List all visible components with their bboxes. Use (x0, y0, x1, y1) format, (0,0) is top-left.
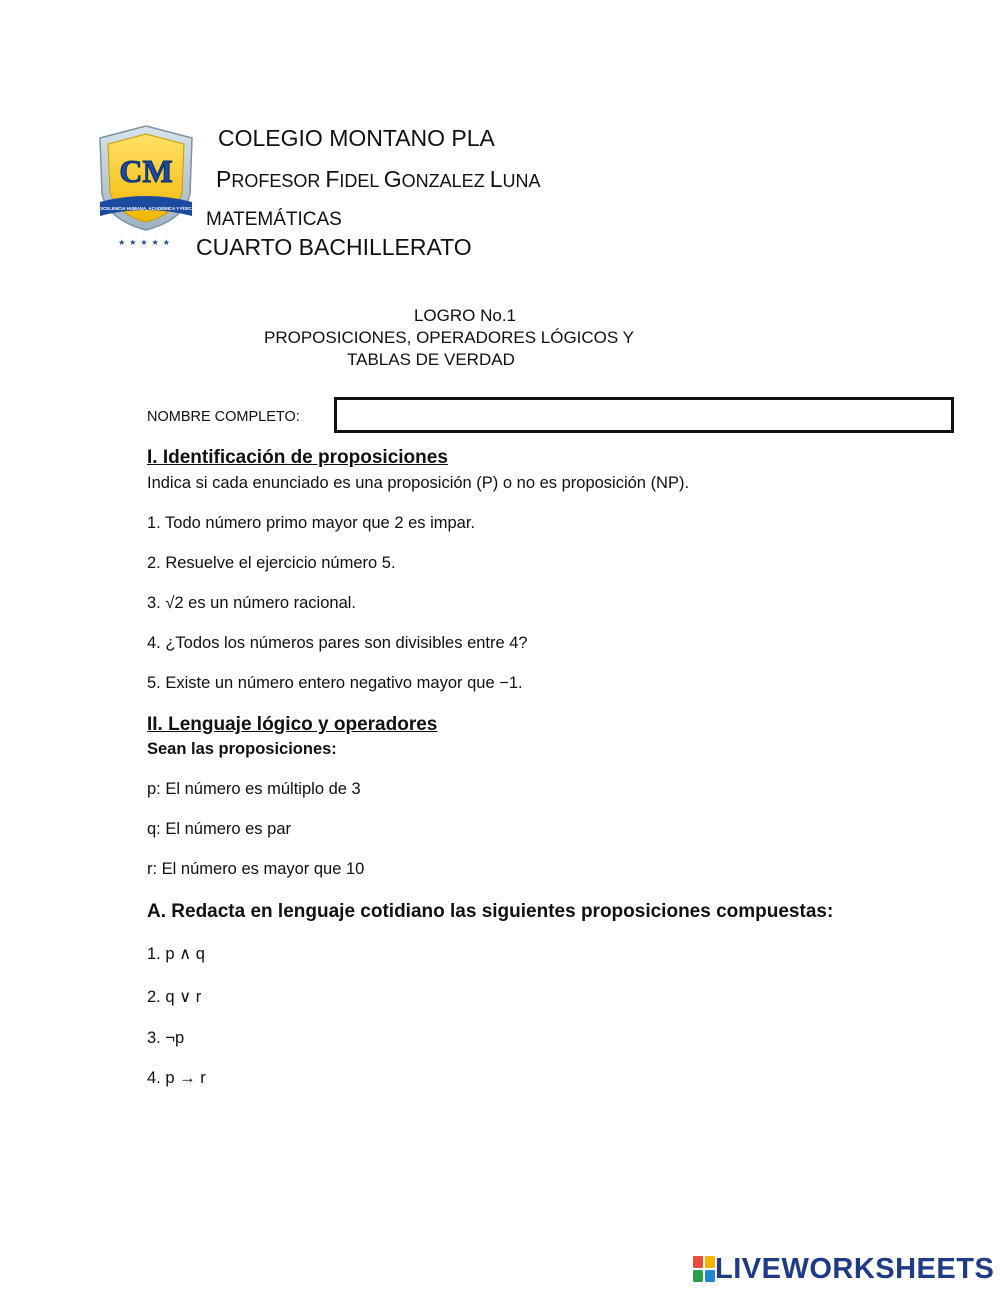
achievement-title: LOGRO No.1 (413, 306, 517, 325)
proposition-item-4: 4. ¿Todos los números pares son divisibles entre 4? (147, 634, 528, 652)
proposition-r: r: El número es mayor que 10 (147, 860, 365, 878)
compound-item-4: 4. p → r (147, 1069, 206, 1087)
school-name: COLEGIO MONTANO PLA (218, 125, 495, 151)
logo-stars: ★★★★★ (118, 238, 174, 247)
proposition-item-2: 2. Resuelve el ejercicio número 5. (147, 554, 396, 572)
full-name-label: NOMBRE COMPLETO: (147, 409, 300, 425)
part-a-title: A. Redacta en lenguaje cotidiano las siguientes proposiciones compuestas: (147, 901, 834, 922)
brand-block-1 (693, 1256, 703, 1268)
logo-monogram: CM (119, 153, 173, 189)
liveworksheets-blocks-icon (693, 1256, 715, 1282)
topic-title-line2: TABLAS DE VERDAD (347, 350, 515, 369)
logo-ribbon-text: EXCELENCIA HUMANA, ACADÉMICA Y FÍSICA (97, 206, 195, 211)
full-name-input[interactable] (334, 397, 954, 433)
topic-title-line1: PROPOSICIONES, OPERADORES LÓGICOS Y (264, 328, 634, 347)
compound-item-1: 1. p ∧ q (147, 945, 205, 963)
compound-item-3: 3. ¬p (147, 1029, 185, 1047)
section-1-title: I. Identificación de proposiciones (147, 447, 448, 468)
proposition-p: p: El número es múltiplo de 3 (147, 780, 361, 798)
brand-block-2 (705, 1256, 715, 1268)
proposition-q: q: El número es par (147, 820, 291, 838)
section-2-title: II. Lenguaje lógico y operadores (147, 714, 438, 735)
school-logo (96, 124, 196, 248)
compound-item-2: 2. q ∨ r (147, 988, 202, 1006)
proposition-item-1: 1. Todo número primo mayor que 2 es impar. (147, 514, 476, 532)
teacher-name: PROFESOR FIDEL GONZALEZ LUNA (216, 166, 541, 192)
proposition-item-3: 3. √2 es un número racional. (147, 594, 357, 612)
liveworksheets-logo (693, 1253, 994, 1285)
brand-block-4 (705, 1270, 715, 1282)
section-1-instruction: Indica si cada enunciado es una proposición (P) o no es proposición (NP). (147, 474, 690, 492)
section-2-subtitle: Sean las proposiciones: (147, 740, 337, 758)
proposition-item-5: 5. Existe un número entero negativo mayor que −1. (147, 674, 523, 692)
liveworksheets-wordmark: LIVEWORKSHEETS (715, 1252, 995, 1285)
brand-block-3 (693, 1270, 703, 1282)
grade-name: CUARTO BACHILLERATO (196, 234, 472, 260)
subject-name: MATEMÁTICAS (206, 209, 342, 230)
